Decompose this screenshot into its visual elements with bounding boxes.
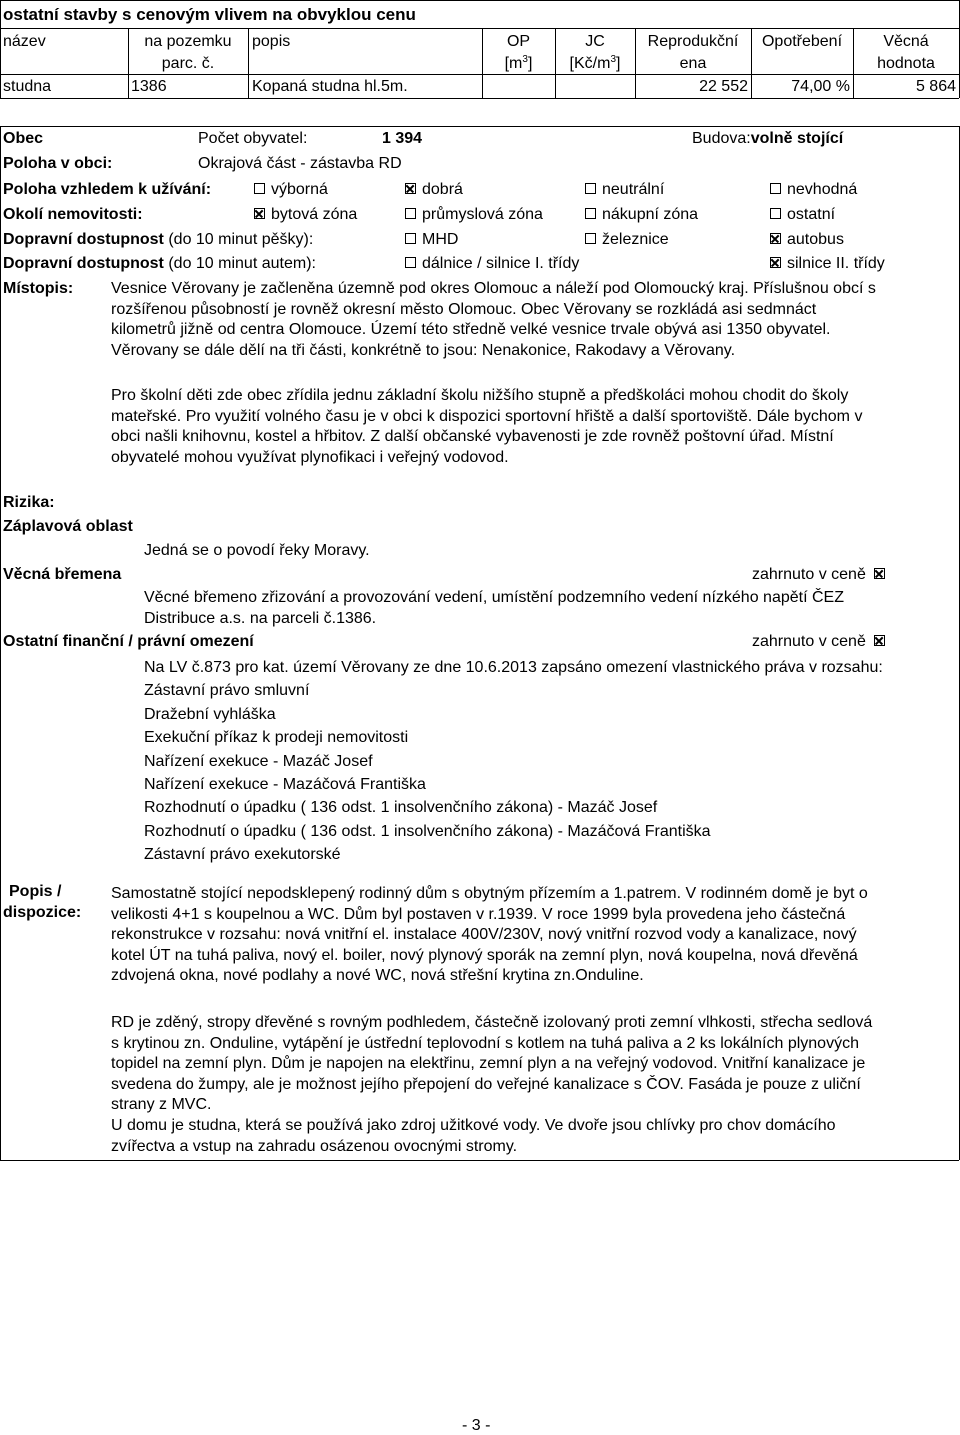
checkbox-icon — [254, 183, 265, 194]
row-repro: 22 552 — [699, 78, 748, 95]
flood-label: Záplavová oblast — [3, 518, 133, 535]
row-desc: Kopaná studna hl.5m. — [252, 78, 408, 95]
other-limits-list: Na LV č.873 pro kat. území Věrovany ze dne 10.6.2013 zapsáno omezení vlastnického práva v rozsahu: Zástavní právo smluvní Dražební vyhláška Exekuční příkaz k prodeji nemovitosti Nařízení exekuce - Mazáč Josef Nařízení exekuce - Mazáčová Františka Rozhodnutí o úpadku ( 136 odst. 1 insolvenčního zákona) - Mazáč Josef Rozhodnutí o úpadku ( 136 odst. 1 insolvenčního zákona) - Mazáčová Františka Zástavní právo exekutorské — [144, 659, 883, 864]
description-para-1: Samostatně stojící nepodsklepený rodinný dům s obytným přízemím a 1.patrem. V rodinném domě je byt o velikosti 4+1 s koupelnou a WC. Dům byl postaven v r.1939. V roce 1999 byla provedena jeho částečná rekonstrukce v rozsahu: nová vnitřní el. instalace 400V/230V, nový vnitřní rozvod vody a kanalizace, nový kotel ÚT na tuhá paliva, nový el. boiler, nový plynový sporák na zemní plyn, nová koupelna, nová dřevěná zdvojená okna, nové podlahy a nové WC, nová střešní krytina zn.Onduline. — [111, 885, 868, 985]
population-value: 1 394 — [382, 130, 423, 147]
checkbox-icon — [585, 233, 596, 244]
easement-included: zahrnuto v ceně — [752, 565, 885, 584]
description-label-1: Popis / — [9, 883, 62, 900]
header-parcel-2: parc. č. — [161, 55, 215, 72]
page-number: - 3 - — [462, 1417, 491, 1434]
header-wear: Opotřebení — [761, 33, 843, 50]
car-access-label: Dopravní dostupnost (do 10 minut autem): — [3, 255, 316, 272]
surroundings-option-bytova: bytová zóna — [254, 205, 357, 224]
mistopis-para-1: Vesnice Věrovany je začleněna územně pod okres Olomouc a náleží pod Olomoucký kraj. Příslušnou obcí s rozšířenou působností je rovněž okresní město Olomouc. Obec Věrovany se rozkládá asi sedmnáct kilometrů jižně od centra Olomouce. Území této středně velké vesnice trvale obývá asi 1350 obyvatel. Věrovany se dále dělí na tři části, konkrétně to jsou: Nenakonice, Rakodavy a Věrovany. — [111, 280, 876, 359]
description-para-2: RD je zděný, stropy dřevěné s rovným podhledem, částečně izolovaný proti zemní vlhkosti, střecha sedlová s krytinou zn. Onduline, vytápění je ústřední teplovodní s kotlem na tuhá paliva a 2 ks lokálních plynových topidel na zemní plyn. Dům je napojen na elektřinu, zemní plyn a na veřejný vodovod. Vnitřní kanalizace je svedena do žumpy, ale je možnost jejího přepojení do veřejné kanalizace s ČOV. Fasáda je pouze z uliční strany z MVC. U domu je studna, která se používá jako zdroj užitkové vody. Ve dvoře jsou chlívky pro chov domácího zvířectva a vstup na zahradu osázenou ovocnými stromy. — [111, 1014, 873, 1155]
header-value-1: Věcná — [883, 33, 929, 50]
position-label: Poloha v obci: — [3, 155, 113, 172]
row-value: 5 864 — [915, 78, 956, 95]
walk-option-zeleznice: železnice — [585, 230, 669, 249]
walk-access-label: Dopravní dostupnost (do 10 minut pěšky): — [3, 231, 314, 248]
usage-label: Poloha vzhledem k užívání: — [3, 181, 212, 198]
mistopis-label: Místopis: — [3, 280, 74, 297]
checkbox-icon — [585, 183, 596, 194]
other-limits-included: zahrnuto v ceně — [752, 632, 885, 651]
checkbox-icon — [405, 257, 416, 268]
building-field: Budova:volně stojící — [692, 130, 844, 147]
checkbox-icon — [405, 233, 416, 244]
other-limits-label: Ostatní finanční / právní omezení — [3, 633, 254, 650]
car-option-dalnice: dálnice / silnice I. třídy — [405, 254, 579, 273]
mistopis-para-2: Pro školní děti zde obec zřídila jednu základní školu nižšího stupně a předškoláci mohou chodit do školy mateřské. Pro využití volného času je v obci k dispozici sportovní hřiště a další sportoviště. Dále bychom v obci našli knihovnu, kostel a hřbitov. Z další občanské vybavenosti je zde rovněž poštovní úřad. Místní obyvatelé mohou využívat plynofikaci i veřejný vodovod. — [111, 387, 863, 466]
checkbox-icon — [770, 183, 781, 194]
header-op: OP — [506, 33, 531, 50]
car-option-silnice-ii: silnice II. třídy — [770, 254, 885, 273]
checked-checkbox-icon — [874, 635, 885, 646]
row-name: studna — [3, 78, 52, 95]
checkbox-icon — [405, 208, 416, 219]
header-op-unit: $[m^3]$ — [504, 54, 533, 72]
header-repro-2: ena — [679, 55, 707, 72]
header-value-2: hodnota — [877, 55, 935, 72]
checked-checkbox-icon — [405, 183, 416, 194]
easement-label: Věcná břemena — [3, 566, 122, 583]
checked-checkbox-icon — [770, 233, 781, 244]
population-label: Počet obyvatel: — [198, 130, 308, 147]
surroundings-label: Okolí nemovitosti: — [3, 206, 143, 223]
checked-checkbox-icon — [874, 568, 885, 579]
walk-option-mhd: MHD — [405, 230, 458, 249]
checkbox-icon — [770, 208, 781, 219]
position-value: Okrajová část - zástavba RD — [198, 155, 402, 172]
usage-option-nevhodna: nevhodná — [770, 180, 857, 199]
header-parcel-1: na pozemku — [144, 33, 232, 50]
header-repro-1: Reprodukční — [647, 33, 739, 50]
surroundings-option-prumyslova: průmyslová zóna — [405, 205, 543, 224]
checked-checkbox-icon — [254, 208, 265, 219]
flood-text: Jedná se o povodí řeky Moravy. — [144, 542, 370, 559]
table-title: ostatní stavby s cenovým vlivem na obvyklou cenu — [3, 5, 416, 24]
usage-option-dobra: dobrá — [405, 180, 463, 199]
easement-text: Věcné břemeno zřizování a provozování vedení, umístění podzemního vedení nízkého napětí ČEZ Distribuce a.s. na parceli č.1386. — [144, 589, 844, 627]
risks-label: Rizika: — [3, 494, 55, 511]
row-parcel: 1386 — [131, 78, 167, 95]
surroundings-option-ostatni: ostatní — [770, 205, 835, 224]
header-desc: popis — [252, 33, 291, 50]
description-label-2: dispozice: — [3, 904, 82, 921]
checked-checkbox-icon — [770, 257, 781, 268]
surroundings-option-nakupni: nákupní zóna — [585, 205, 698, 224]
header-jc: JC — [585, 33, 605, 50]
checkbox-icon — [585, 208, 596, 219]
obec-label: Obec — [3, 130, 44, 147]
walk-option-autobus: autobus — [770, 230, 844, 249]
usage-option-neutralni: neutrální — [585, 180, 664, 199]
row-wear: 74,00 % — [791, 78, 850, 95]
header-name: název — [3, 33, 46, 50]
usage-option-vyborna: výborná — [254, 180, 328, 199]
header-jc-unit: $[Kč/m^3]$ — [569, 54, 621, 72]
